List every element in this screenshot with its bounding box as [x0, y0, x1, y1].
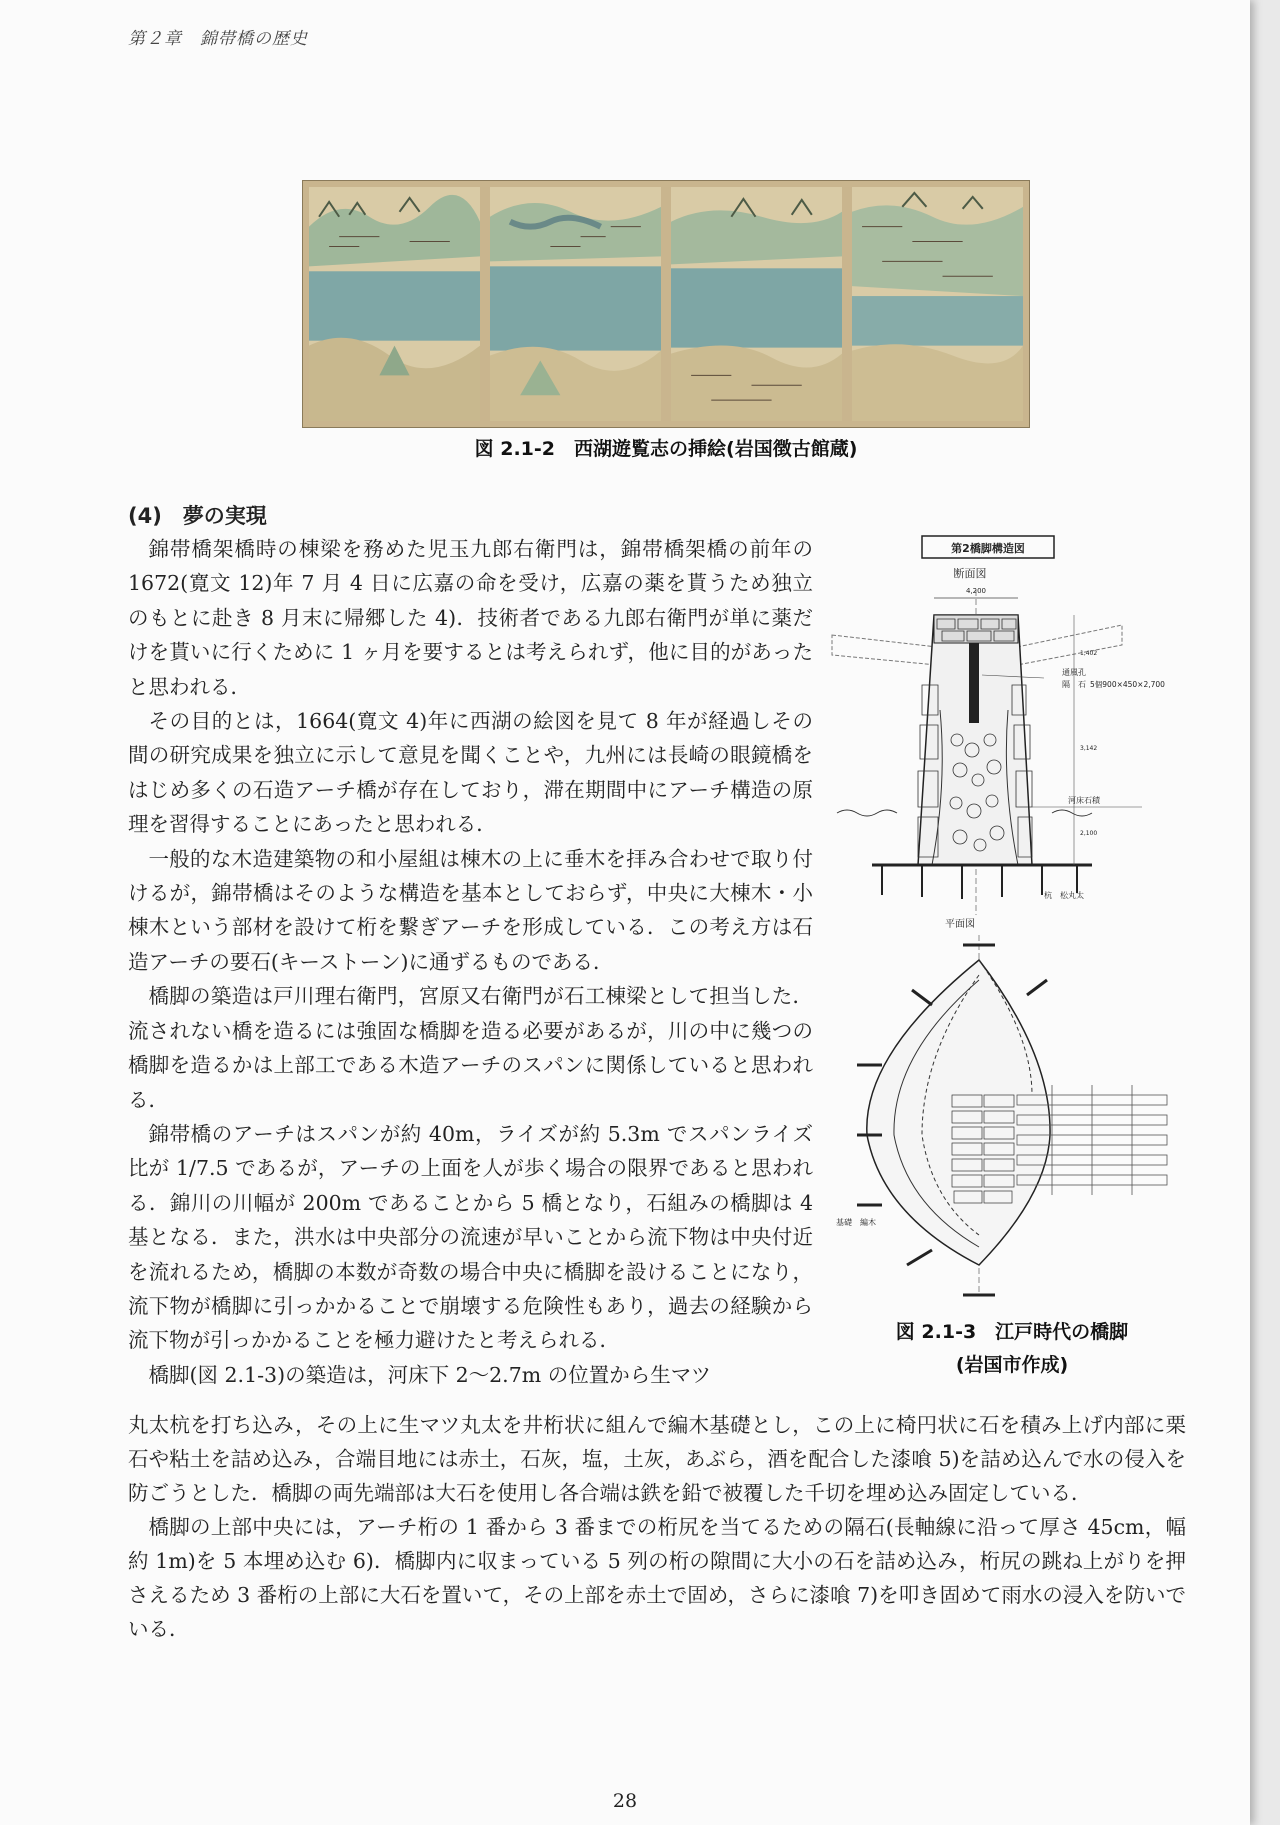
- riverbed-label: 河床石積: [1068, 796, 1100, 805]
- section-view-label: 断面図: [953, 567, 987, 580]
- illustration-panel-3: [671, 187, 842, 421]
- paragraph: 錦帯橋のアーチはスパンが約 40m，ライズが約 5.3m でスパンライズ比が 1/7.5 であるが，アーチの上面を人が歩く場合の限界であると思われる．錦川の川幅が 200m であることから 5 橋となり，石組みの橋脚は 4 基となる．また，洪水は中央部分の流速が早いことから流下物は中央付近を流れるため，橋脚の本数が奇数の場合中央に橋脚を設けることになり，流下物が橋脚に引っかかることで崩壊する危険性もあり，過去の経験から流下物が引っかかることを極力避けたと考えられる．: [128, 1121, 813, 1353]
- right-figure-caption-source: (岩国市作成): [955, 1354, 1069, 1376]
- partition-stone-spec: 5個900×450×2,700: [1090, 680, 1165, 689]
- paragraph: その目的とは，1664(寛文 4)年に西湖の絵図を見て 8 年が経過しその間の研究成果を独立に示して意見を聞くことや，九州には長崎の眼鏡橋をはじめ多くの石造アーチ橋が存在しており，滞在期間中にアーチ構造の原理を習得することにあったと思われる．: [128, 709, 813, 837]
- plan-view-label: 平面図: [945, 919, 975, 930]
- west-lake-illustration: [302, 180, 1030, 428]
- right-figure-caption: 図 2.1-3 江戸時代の橋脚: [895, 1321, 1129, 1343]
- paragraph: 橋脚の築造は戸川理右衛門，宮原又右衛門が石工棟梁として担当した．流されない橋を造るには強固な橋脚を造る必要があるが，川の中に幾つの橋脚を造るかは上部工である木造アーチのスパンに関係していると思われる．: [128, 984, 813, 1112]
- vent-label: 通風孔: [1062, 668, 1086, 677]
- drawing-title: 第2橋脚構造図: [951, 542, 1025, 555]
- partition-stone-label: 隔 石: [1062, 680, 1086, 689]
- dimension-label: 3,142: [1080, 745, 1098, 752]
- running-head: 第２章 錦帯橋の歴史: [128, 29, 308, 49]
- paragraph: 錦帯橋架橋時の棟梁を務めた児玉九郎右衛門は，錦帯橋架橋の前年の 1672(寛文 12)年 7 月 4 日に広嘉の命を受け，広嘉の薬を貰うため独立のもとに赴き 8 月末に帰郷した 4)．技術者である九郎右衛門が単に薬だけを貰いに行くために 1 ヶ月を要するとは考えられず，他に目的があったと思われる．: [128, 537, 813, 699]
- pile-label: 杭 松丸太: [1044, 891, 1084, 900]
- dimension-label: 1,402: [1080, 650, 1098, 657]
- page-number: 28: [612, 1790, 638, 1812]
- paragraph: 橋脚(図 2.1-3)の築造は，河床下 2〜2.7m の位置から生マツ: [148, 1362, 712, 1387]
- paragraph: 丸太杭を打ち込み，その上に生マツ丸太を井桁状に組んで編木基礎とし，この上に椅円状に石を積み上げ内部に栗石や粘土を詰め込み，合端目地には赤土，石灰，塩，土灰，あぶら，酒を配合した漆喰 5)を詰め込んで水の侵入を防ごうとした．橋脚の両先端部は大石を使用し各合端は鉄を鉛で被覆した千切を埋め込み固定している．: [128, 1413, 1186, 1505]
- dimension-label: 4,200: [965, 587, 987, 595]
- pier-structure-drawing: [822, 535, 1202, 1305]
- illustration-panel-4: [852, 187, 1023, 421]
- base-label: 基礎 編木: [836, 1218, 876, 1227]
- section-heading: (4) 夢の実現: [128, 504, 267, 528]
- top-figure-caption: 図 2.1-2 西湖遊覧志の挿絵(岩国徴古館蔵): [474, 438, 858, 460]
- dimension-label: 2,100: [1080, 830, 1098, 837]
- body-text-full: [128, 1408, 1186, 1646]
- illustration-panel-1: [309, 187, 480, 421]
- paragraph: 橋脚の上部中央には，アーチ桁の 1 番から 3 番までの桁尻を当てるための隔石(長軸線に沿って厚さ 45cm，幅約 1m)を 5 本埋め込む 6)．橋脚内に収まっている 5 列の桁の隙間に大小の石を詰め込み，桁尻の跳ね上がりを押さえるため 3 番桁の上部に大石を置いて，その上部を赤土で固め，さらに漆喰 7)を叩き固めて雨水の浸入を防いでいる．: [128, 1515, 1186, 1641]
- body-text-column: [128, 532, 813, 1392]
- paragraph: 一般的な木造建築物の和小屋組は棟木の上に垂木を拝み合わせで取り付けるが，錦帯橋はそのような構造を基本としておらず，中央に大棟木・小棟木という部材を設けて桁を繋ぎアーチを形成している．この考え方は石造アーチの要石(キーストーン)に通ずるものである．: [128, 846, 813, 974]
- illustration-panel-2: [490, 187, 661, 421]
